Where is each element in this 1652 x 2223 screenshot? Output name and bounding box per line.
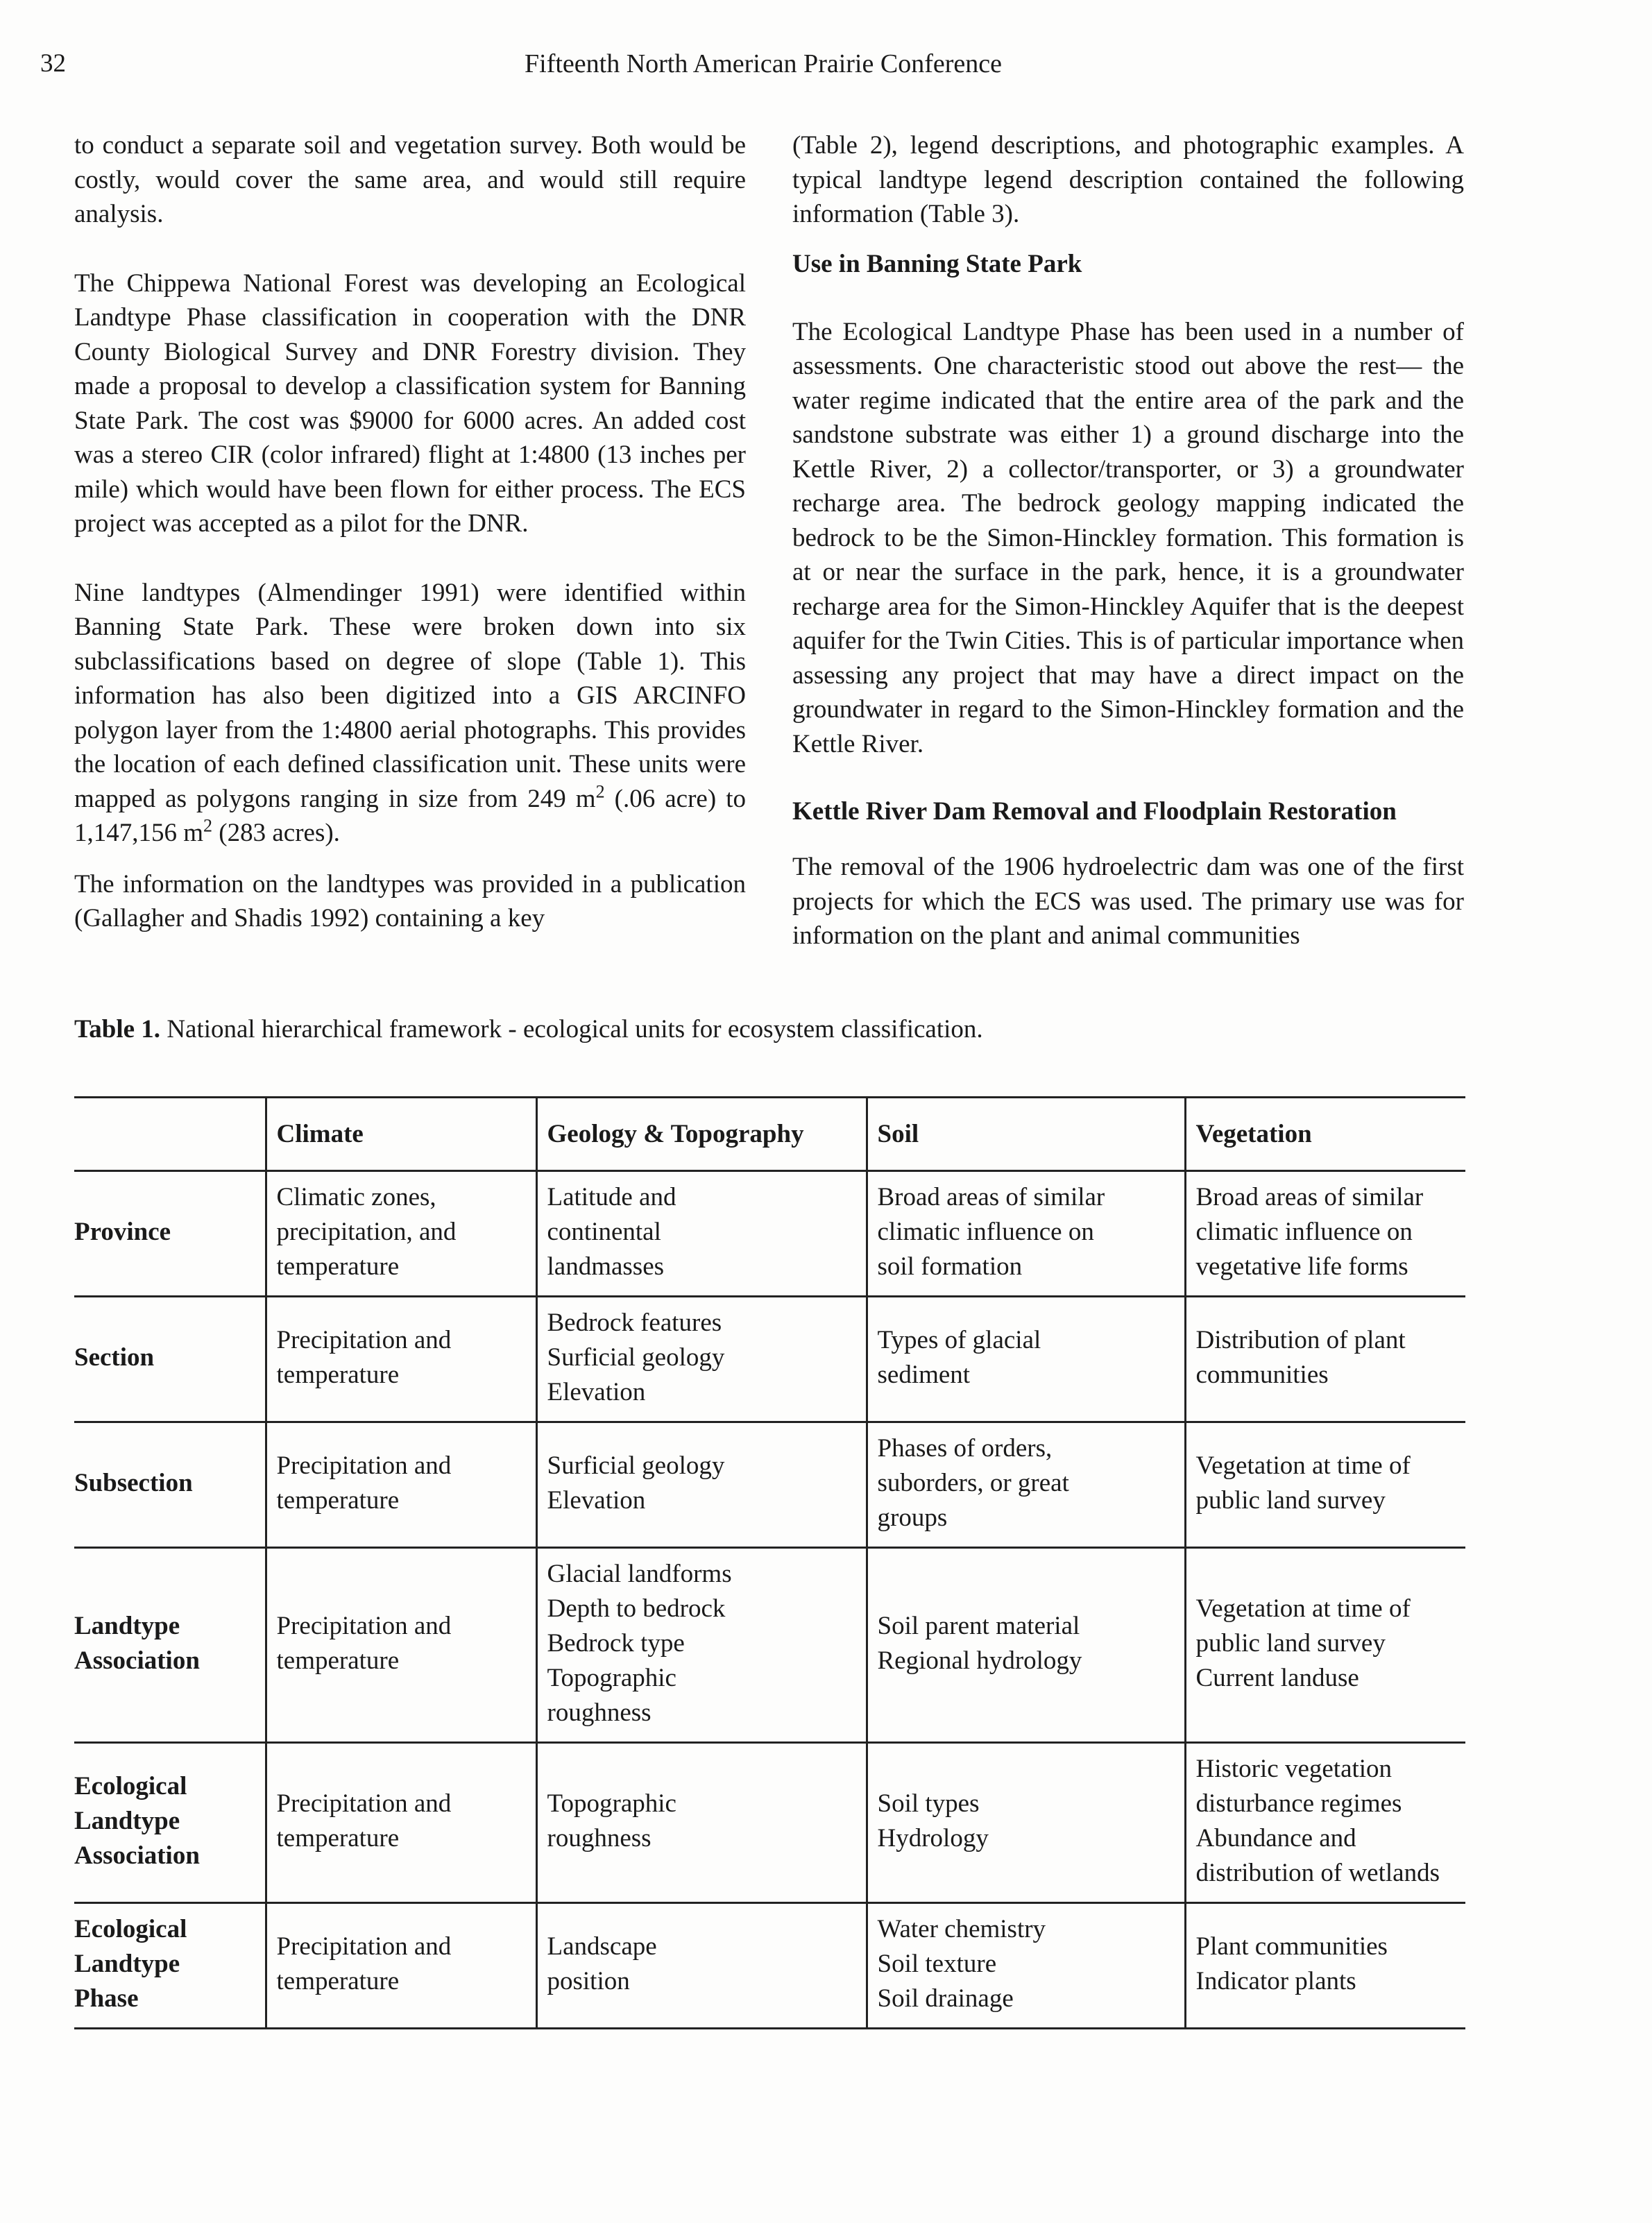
cell-line: Topographic <box>547 1664 676 1692</box>
cell-line: temperature <box>276 1967 400 1995</box>
cell-line: Section <box>74 1343 155 1372</box>
row-label <box>74 1743 266 1903</box>
climate-cell <box>266 1171 536 1297</box>
cell-line: Broad areas of similar <box>877 1183 1105 1211</box>
cell-line: Abundance and <box>1195 1824 1356 1852</box>
cell-line: Subsection <box>74 1469 193 1497</box>
cell-line: Glacial landforms <box>547 1560 732 1588</box>
paragraph: The Ecological Landtype Phase has been used in a number of assessments. One characteristic stood out above the rest— the water regime indicated that the entire area of the park and the sandstone substrate was either 1) a ground discharge into the Kettle River, 2) a collector/transporter, or 3) a groundwater recharge area. The bedrock geology mapping indicated the bedrock to be the Simon-Hinckley formation. This formation is at or near the surface in the park, hence, it is a groundwater recharge area for the Simon-Hinckley Aquifer that is the deepest aquifer for the Twin Cities. This is of particular importance when assessing any project that may have a direct impact on the groundwater in regard to the Simon-Hinckley formation and the Kettle River. <box>792 317 1464 758</box>
cell-line: Phases of orders, <box>877 1434 1053 1463</box>
cell-line: temperature <box>276 1824 400 1852</box>
cell-line: Bedrock type <box>547 1629 685 1658</box>
table-row <box>74 1548 1465 1743</box>
cell-line: temperature <box>276 1646 400 1675</box>
cell-line: climatic influence on <box>1195 1218 1413 1246</box>
cell-line: precipitation, and <box>276 1218 457 1246</box>
cell-line: Plant communities <box>1195 1932 1388 1961</box>
cell-line: Climatic zones, <box>276 1183 436 1211</box>
cell-line: Distribution of plant <box>1195 1326 1406 1354</box>
cell-line: disturbance regimes <box>1195 1789 1402 1818</box>
cell-line: Vegetation at time of <box>1195 1594 1411 1623</box>
row-label <box>74 1171 266 1297</box>
running-header: Fifteenth North American Prairie Conference <box>525 49 1002 78</box>
cell-line: continental <box>547 1218 661 1246</box>
cell-line: roughness <box>547 1824 652 1852</box>
cell-line: Precipitation and <box>276 1932 452 1961</box>
column-header-vegetation: Vegetation <box>1185 1098 1465 1171</box>
vegetation-cell <box>1185 1422 1465 1548</box>
section-heading: Use in Banning State Park <box>792 249 1082 278</box>
soil-cell <box>867 1297 1185 1422</box>
table-row <box>74 1171 1465 1297</box>
cell-line: public land survey <box>1195 1486 1386 1515</box>
cell-line: Elevation <box>547 1378 646 1406</box>
cell-line: Association <box>74 1841 200 1870</box>
climate-cell <box>266 1903 536 2029</box>
paragraph: to conduct a separate soil and vegetation survey. Both would be costly, would cover the same area, and would still require analysis. <box>74 131 746 228</box>
cell-line: Broad areas of similar <box>1195 1183 1424 1211</box>
vegetation-cell <box>1185 1297 1465 1422</box>
table-body <box>74 1171 1465 2029</box>
cell-line: Topographic <box>547 1789 676 1818</box>
cell-line: vegetative life forms <box>1195 1252 1408 1281</box>
right-column <box>792 128 1464 988</box>
column-header-geology: Geology & Topography <box>536 1098 867 1171</box>
paragraph-text: (.06 acre) to 1,147,156 m <box>74 784 746 847</box>
section-heading: Kettle River Dam Removal and Floodplain Restoration <box>792 797 1397 826</box>
vegetation-cell <box>1185 1548 1465 1743</box>
table-caption <box>74 1014 983 1044</box>
cell-line: temperature <box>276 1252 400 1281</box>
vegetation-cell <box>1185 1743 1465 1903</box>
cell-line: Latitude and <box>547 1183 676 1211</box>
cell-line: Soil types <box>877 1789 980 1818</box>
cell-line: Soil drainage <box>877 1984 1014 2013</box>
cell-line: communities <box>1195 1361 1329 1389</box>
vegetation-cell <box>1185 1903 1465 2029</box>
table-row <box>74 1422 1465 1548</box>
cell-line: Indicator plants <box>1195 1967 1356 1995</box>
cell-line: Landtype <box>74 1950 180 1978</box>
geology-cell <box>536 1171 867 1297</box>
cell-line: distribution of wetlands <box>1195 1859 1440 1887</box>
table-caption-text: National hierarchical framework - ecological units for ecosystem classification. <box>160 1015 983 1044</box>
cell-line: Surficial geology <box>547 1343 725 1372</box>
column-header <box>74 1098 266 1171</box>
cell-line: landmasses <box>547 1252 665 1281</box>
cell-line: roughness <box>547 1698 652 1727</box>
cell-line: Precipitation and <box>276 1789 452 1818</box>
cell-line: groups <box>877 1504 948 1532</box>
cell-line: Hydrology <box>877 1824 989 1852</box>
paragraph-text: (283 acres). <box>212 819 340 847</box>
table-row <box>74 1743 1465 1903</box>
column-header-soil: Soil <box>867 1098 1185 1171</box>
cell-line: suborders, or great <box>877 1469 1069 1497</box>
row-label <box>74 1548 266 1743</box>
paragraph-text: Nine landtypes (Almendinger 1991) were identified within Banning State Park. These were broken down into six subclassifications based on degree of slope (Table 1). This information has also been digitized into a GIS ARCINFO polygon layer from the 1:4800 aerial photographs. This provides the location of each defined classification unit. These units were mapped as polygons ranging in size from 249 m <box>74 578 746 813</box>
geology-cell <box>536 1422 867 1548</box>
soil-cell <box>867 1903 1185 2029</box>
climate-cell <box>266 1548 536 1743</box>
cell-line: Precipitation and <box>276 1326 452 1354</box>
cell-line: Types of glacial <box>877 1326 1041 1354</box>
column-header-climate: Climate <box>266 1098 536 1171</box>
climate-cell <box>266 1422 536 1548</box>
cell-line: Depth to bedrock <box>547 1594 726 1623</box>
cell-line: temperature <box>276 1486 400 1515</box>
table-header-row <box>74 1098 1465 1171</box>
superscript: 2 <box>595 781 605 802</box>
cell-line: Ecological <box>74 1915 187 1943</box>
table-caption-label: Table 1. <box>74 1015 161 1044</box>
cell-line: Landtype <box>74 1612 180 1640</box>
cell-line: Bedrock features <box>547 1309 722 1337</box>
cell-line: temperature <box>276 1361 400 1389</box>
left-column <box>74 128 746 971</box>
cell-line: Regional hydrology <box>877 1646 1082 1675</box>
geology-cell <box>536 1743 867 1903</box>
climate-cell <box>266 1743 536 1903</box>
paragraph: The information on the landtypes was provided in a publication (Gallagher and Shadis 1992) containing a key <box>74 869 746 932</box>
cell-line: sediment <box>877 1361 971 1389</box>
cell-line: Current landuse <box>1195 1664 1359 1692</box>
row-label <box>74 1903 266 2029</box>
cell-line: Water chemistry <box>877 1915 1046 1943</box>
framework-table <box>74 1096 1465 2029</box>
paragraph: (Table 2), legend descriptions, and photographic examples. A typical landtype legend description contained the following information (Table 3). <box>792 131 1464 228</box>
cell-line: Elevation <box>547 1486 646 1515</box>
cell-line: Association <box>74 1646 200 1675</box>
row-label <box>74 1297 266 1422</box>
table-row <box>74 1297 1465 1422</box>
geology-cell <box>536 1297 867 1422</box>
paragraph-with-superscripts <box>74 576 746 851</box>
cell-line: Landscape <box>547 1932 657 1961</box>
cell-line: Precipitation and <box>276 1612 452 1640</box>
cell-line: Vegetation at time of <box>1195 1451 1411 1480</box>
cell-line: soil formation <box>877 1252 1023 1281</box>
row-label <box>74 1422 266 1548</box>
vegetation-cell <box>1185 1171 1465 1297</box>
cell-line: Phase <box>74 1984 139 2013</box>
cell-line: Province <box>74 1218 171 1246</box>
soil-cell <box>867 1422 1185 1548</box>
soil-cell <box>867 1743 1185 1903</box>
cell-line: Historic vegetation <box>1195 1755 1393 1783</box>
cell-line: Landtype <box>74 1807 180 1835</box>
cell-line: public land survey <box>1195 1629 1386 1658</box>
cell-line: Precipitation and <box>276 1451 452 1480</box>
paragraph: The Chippewa National Forest was developing an Ecological Landtype Phase classification in cooperation with the DNR County Biological Survey and DNR Forestry division. They made a proposal to develop a classification system for Banning State Park. The cost was $9000 for 6000 acres. An added cost was a stereo CIR (color infrared) flight at 1:4800 (13 inches per mile) which would have been flown for either process. The ECS project was accepted as a pilot for the DNR. <box>74 269 746 538</box>
page-number: 32 <box>40 49 66 78</box>
cell-line: Ecological <box>74 1772 187 1800</box>
paragraph: The removal of the 1906 hydroelectric dam was one of the first projects for which the ECS was used. The primary use was for information on the plant and animal communities <box>792 853 1464 950</box>
table-row <box>74 1903 1465 2029</box>
climate-cell <box>266 1297 536 1422</box>
cell-line: Soil parent material <box>877 1612 1080 1640</box>
superscript: 2 <box>203 815 213 836</box>
geology-cell <box>536 1548 867 1743</box>
cell-line: Soil texture <box>877 1950 997 1978</box>
cell-line: position <box>547 1967 630 1995</box>
soil-cell <box>867 1171 1185 1297</box>
cell-line: climatic influence on <box>877 1218 1094 1246</box>
geology-cell <box>536 1903 867 2029</box>
soil-cell <box>867 1548 1185 1743</box>
cell-line: Surficial geology <box>547 1451 725 1480</box>
